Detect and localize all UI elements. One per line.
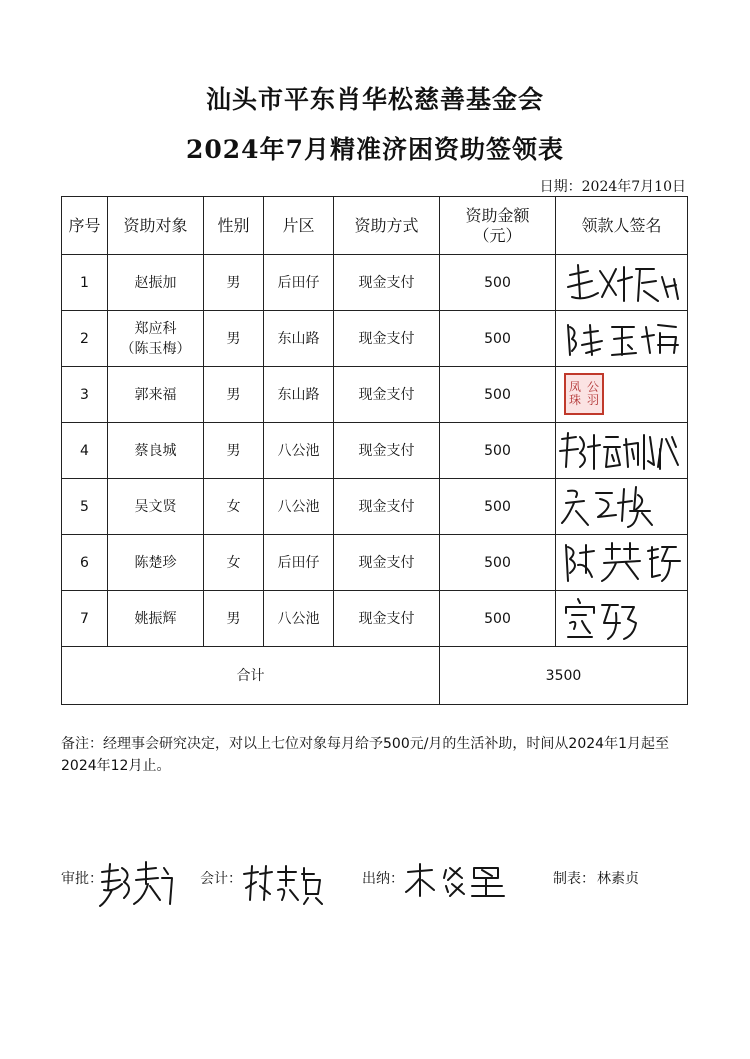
cell-name: 姚振辉 — [108, 591, 204, 647]
handwritten-signature — [558, 593, 686, 645]
approve-signature — [98, 860, 176, 908]
cell-method: 现金支付 — [334, 591, 440, 647]
handwritten-signature — [558, 257, 686, 309]
red-seal-stamp — [564, 373, 604, 415]
stamp-char: 凤 — [568, 380, 581, 394]
cell-gender: 男 — [204, 311, 264, 367]
cell-gender: 女 — [204, 479, 264, 535]
cell-seq: 3 — [62, 367, 108, 423]
signature-cell — [556, 311, 688, 367]
cell-seq: 6 — [62, 535, 108, 591]
cell-gender: 女 — [204, 535, 264, 591]
cell-name: 蔡良城 — [108, 423, 204, 479]
cell-name: 郭来福 — [108, 367, 204, 423]
cell-name-line2: （陈玉梅） — [120, 340, 191, 357]
cell-method: 现金支付 — [334, 255, 440, 311]
cell-name: 赵振加 — [108, 255, 204, 311]
table-row — [62, 311, 688, 367]
cell-gender: 男 — [204, 255, 264, 311]
maker-label: 制表： — [553, 871, 595, 887]
table-row — [62, 255, 688, 311]
cell-area: 东山路 — [264, 311, 334, 367]
cell-gender: 男 — [204, 367, 264, 423]
col-amount-line1: 资助金额 — [465, 205, 530, 225]
cell-seq: 2 — [62, 311, 108, 367]
signature-cell — [556, 591, 688, 647]
cell-name: 陈楚珍 — [108, 535, 204, 591]
cell-area: 东山路 — [264, 367, 334, 423]
cell-area: 后田仔 — [264, 255, 334, 311]
total-row — [62, 647, 688, 705]
cell-name-line1: 郑应科 — [134, 320, 177, 337]
cell-seq: 4 — [62, 423, 108, 479]
signature-cell — [556, 535, 688, 591]
cell-method: 现金支付 — [334, 311, 440, 367]
accountant-label: 会计： — [200, 871, 242, 887]
stamp-char: 羽 — [586, 393, 599, 407]
cell-seq: 1 — [62, 255, 108, 311]
cell-name: 吴文贤 — [108, 479, 204, 535]
approve-label: 审批： — [61, 871, 103, 887]
cell-amount: 500 — [440, 255, 556, 311]
col-gender: 性别 — [204, 197, 264, 255]
cell-name — [108, 311, 204, 367]
header-row — [62, 197, 688, 255]
cell-area: 八公池 — [264, 591, 334, 647]
cell-gender: 男 — [204, 423, 264, 479]
signature-cell — [556, 255, 688, 311]
handwritten-signature — [558, 481, 686, 533]
col-seq: 序号 — [62, 197, 108, 255]
cell-seq: 5 — [62, 479, 108, 535]
cashier-signature — [402, 860, 512, 906]
cell-area: 八公池 — [264, 479, 334, 535]
cell-gender: 男 — [204, 591, 264, 647]
cell-amount: 500 — [440, 479, 556, 535]
accountant-signature — [240, 860, 326, 906]
stamp-char: 公 — [586, 380, 599, 394]
signature-cell — [556, 479, 688, 535]
col-area: 片区 — [264, 197, 334, 255]
table-row — [62, 367, 688, 423]
form-title: 2024年7月精准济困资助签领表 — [186, 135, 564, 164]
cell-method: 现金支付 — [334, 479, 440, 535]
col-amount-line2: （元） — [473, 225, 522, 245]
maker-name: 林素贞 — [597, 871, 639, 887]
signature-cell — [556, 423, 688, 479]
table-row — [62, 535, 688, 591]
cell-amount: 500 — [440, 367, 556, 423]
col-recipient: 资助对象 — [108, 197, 204, 255]
handwritten-signature — [558, 425, 686, 477]
cashier-label: 出纳： — [362, 871, 404, 887]
sign-table — [61, 196, 688, 705]
cell-area: 后田仔 — [264, 535, 334, 591]
remark-note: 备注：经理事会研究决定，对以上七位对象每月给予500元/月的生活补助，时间从2024年1月起至2024年12月止。 — [61, 736, 669, 774]
total-label: 合计 — [62, 647, 440, 705]
col-amount — [440, 197, 556, 255]
handwritten-signature — [558, 313, 686, 365]
cell-method: 现金支付 — [334, 535, 440, 591]
col-signature: 领款人签名 — [556, 197, 688, 255]
cell-amount: 500 — [440, 423, 556, 479]
table-row — [62, 591, 688, 647]
table-row — [62, 423, 688, 479]
cell-area: 八公池 — [264, 423, 334, 479]
cell-seq: 7 — [62, 591, 108, 647]
form-date: 日期：2024年7月10日 — [539, 179, 686, 195]
cell-method: 现金支付 — [334, 367, 440, 423]
total-amount: 3500 — [440, 647, 688, 705]
approval-footer — [0, 860, 750, 910]
cell-amount: 500 — [440, 535, 556, 591]
stamp-char: 珠 — [568, 393, 581, 407]
col-method: 资助方式 — [334, 197, 440, 255]
cell-method: 现金支付 — [334, 423, 440, 479]
cell-amount: 500 — [440, 311, 556, 367]
signature-cell — [556, 367, 688, 423]
org-title: 汕头市平东肖华松慈善基金会 — [205, 85, 544, 114]
table-row — [62, 479, 688, 535]
handwritten-signature — [558, 537, 686, 589]
cell-amount: 500 — [440, 591, 556, 647]
